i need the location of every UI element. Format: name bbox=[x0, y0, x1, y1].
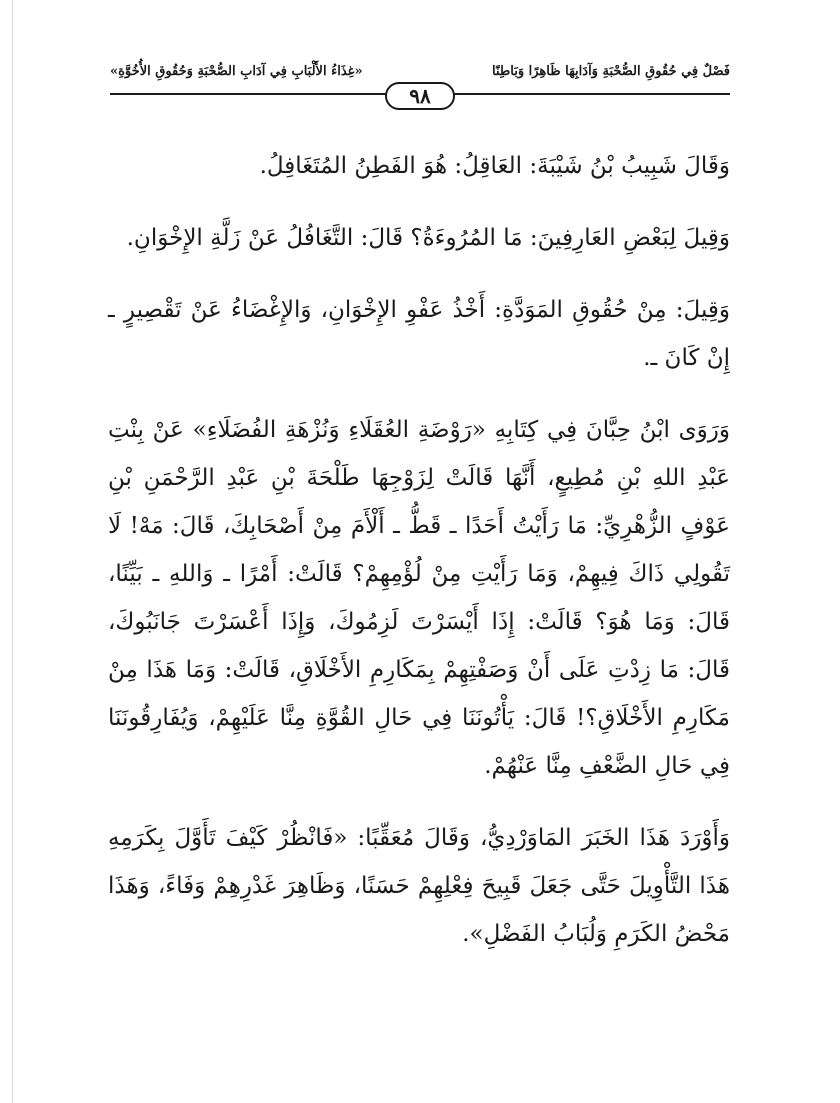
paragraph-mawardi: وَأَوْرَدَ هَذَا الخَبَرَ المَاوَرْدِيُّ، وَقَالَ مُعَقِّبًا: «فَانْظُرْ كَيْفَ تَأَوَّلَ بِكَرَمِهِ هَذَا التَّأْوِيلَ حَتَّى جَعَلَ قَبِيحَ فِعْلِهِمْ حَسَنًا، وَظَاهِرَ غَدْرِهِمْ وَفَاءً، وَهَذَا مَحْضُ الكَرَمِ وَلُبَابُ الفَضْلِ». bbox=[108, 825, 730, 947]
page-body bbox=[108, 142, 730, 982]
scan-margin-line bbox=[12, 0, 13, 1103]
book-title: «غِذَاءُ الأَلْبَابِ فِي آدَابِ الصُّحْبَةِ وَحُقُوقِ الأُخُوَّةِ» bbox=[110, 64, 363, 79]
paragraph-muruah: وَقِيلَ لِبَعْضِ العَارِفِينَ: مَا المُرُوءَةُ؟ قَالَ: التَّغَافُلُ عَنْ زَلَّةِ الإِخْوَانِ. bbox=[126, 225, 730, 251]
page-number: ٩٨ bbox=[385, 82, 455, 110]
paragraph-shabib: وَقَالَ شَبِيبُ بْنُ شَيْبَةَ: العَاقِلُ: هُوَ الفَطِنُ المُتَغَافِلُ. bbox=[259, 153, 730, 179]
paragraph-mawaddah: وَقِيلَ: مِنْ حُقُوقِ المَوَدَّةِ: أَخْذُ عَفْوِ الإِخْوَانِ، وَالإِغْضَاءُ عَنْ تَقْصِيرٍ ـ إِنْ كَانَ ـ. bbox=[108, 297, 730, 371]
chapter-title: فَصْلٌ فِي حُقُوقِ الصُّحْبَةِ وَآدَابِهَا ظَاهِرًا وَبَاطِنًا bbox=[492, 64, 730, 79]
paragraph-ibn-hibban: وَرَوَى ابْنُ حِبَّانَ فِي كِتَابِهِ «رَوْضَةِ العُقَلَاءِ وَنُزْهَةِ الفُضَلَاءِ» عَنْ بِنْتِ عَبْدِ اللهِ بْنِ مُطِيعٍ، أَنَّهَا قَالَتْ لِزَوْجِهَا طَلْحَةَ بْنِ عَبْدِ الرَّحْمَنِ بْنِ عَوْفٍ الزُّهْرِيِّ: مَا رَأَيْتُ أَحَدًا ـ قَطُّ ـ أَلْأَمَ مِنْ أَصْحَابِكَ، قَالَ: مَهْ! لَا تَقُولِي ذَاكَ فِيهِمْ، وَمَا رَأَيْتِ مِنْ لُؤْمِهِمْ؟ قَالَتْ: أَمْرًا ـ وَاللهِ ـ بَيِّنًا، قَالَ: وَمَا هُوَ؟ قَالَتْ: إِذَا أَيْسَرْتَ لَزِمُوكَ، وَإِذَا أَعْسَرْتَ جَانَبُوكَ، قَالَ: مَا زِدْتِ عَلَى أَنْ وَصَفْتِهِمْ بِمَكَارِمِ الأَخْلَاقِ، قَالَتْ: وَمَا هَذَا مِنْ مَكَارِمِ الأَخْلَاقِ؟! قَالَ: يَأْتُونَنَا فِي حَالِ القُوَّةِ مِنَّا عَلَيْهِمْ، وَيُفَارِقُونَنَا فِي حَالِ الضَّعْفِ مِنَّا عَنْهُمْ. bbox=[108, 417, 730, 779]
